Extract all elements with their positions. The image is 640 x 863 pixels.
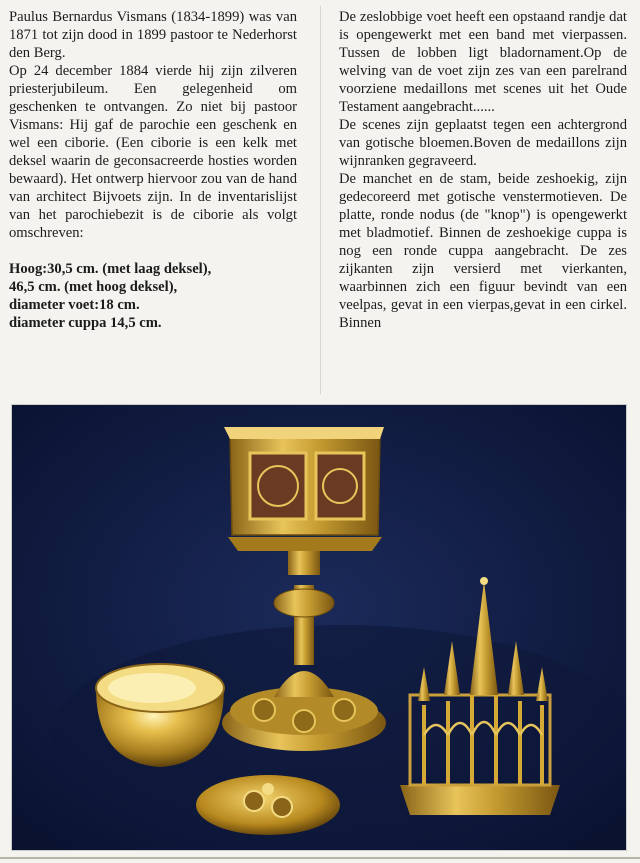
intro-paragraph: Paulus Bernardus Vismans (1834-1899) was van 1871 tot zijn dood in 1899 pastoor te Nederhorst den Berg.: [9, 9, 297, 61]
lid-ornament: [244, 791, 264, 811]
flat-lid: [196, 775, 340, 835]
ciborium-cup-rim: [224, 427, 384, 439]
column-divider: [320, 6, 321, 394]
spire-base: [400, 785, 560, 815]
scenes-paragraph: De scenes zijn geplaatst tegen een achtergrond van gotische bloemen.Boven de medaillons zijn wijnranken gegraveerd.: [339, 117, 627, 169]
stem-description-paragraph: De manchet en de stam, beide zeshoekig, zijn gedecoreerd met gotische venstermotieven. De platte, ronde nodus (de "knop") is opengewerkt met bladmotief. Binnen de zeshoekige cuppa is nog een ronde cuppa aangebracht. De zes zijkanten zijn versierd met vierkanten, waarbinnen zich een figuur bevindt van een veelpas, gevat in een vierpas,gevat in een cirkel. Binnen: [339, 171, 627, 331]
lid-knob: [262, 783, 274, 795]
spec-height-high: 46,5 cm. (met hoog deksel),: [9, 279, 178, 295]
ciborium-node: [274, 589, 334, 617]
foot-medallion: [293, 710, 315, 732]
spec-height-low: Hoog:30,5 cm. (met laag deksel),: [9, 261, 212, 277]
spire-finial: [480, 577, 488, 585]
page-bottom-rule: [0, 857, 640, 859]
spec-foot-diameter: diameter voet:18 cm.: [9, 297, 140, 313]
foot-medallion: [253, 699, 275, 721]
cuppa-highlight: [108, 673, 196, 703]
foot-description-paragraph: De zeslobbige voet heeft een opstaand randje dat is opengewerkt met een band met vierpassen. Tussen de lobben ligt bladornament.Op de welving van de voet zijn zes van een parelrand voorziene medaillons met scenes uit het Oude Testament aangebracht......: [339, 9, 627, 115]
right-text-column: [339, 8, 627, 332]
foot-medallion: [333, 699, 355, 721]
ciborium-photo-illustration: [12, 405, 626, 850]
left-text-column: [9, 8, 297, 332]
lid-ornament: [272, 797, 292, 817]
ciborium-photo: [12, 405, 626, 850]
spec-cup-diameter: diameter cuppa 14,5 cm.: [9, 315, 162, 331]
ciborium-cup-base: [228, 537, 382, 551]
paragraph-gap: [9, 242, 297, 260]
jubilee-paragraph: Op 24 december 1884 vierde hij zijn zilveren priesterjubileum. Een gelegenheid om geschenken te ontvangen. Zo niet bij pastoor Vismans: Hij gaf de parochie een geschenk en wel een ciborie. (Een ciborie is een kelk met deksel waarin de geconsacreerde hosties worden bewaard). Het ontwerp hiervoor zou van de hand van architect Bijvoets zijn. In de inventarislijst van het parochiebezit is de ciborie als volgt omschreven:: [9, 63, 297, 241]
